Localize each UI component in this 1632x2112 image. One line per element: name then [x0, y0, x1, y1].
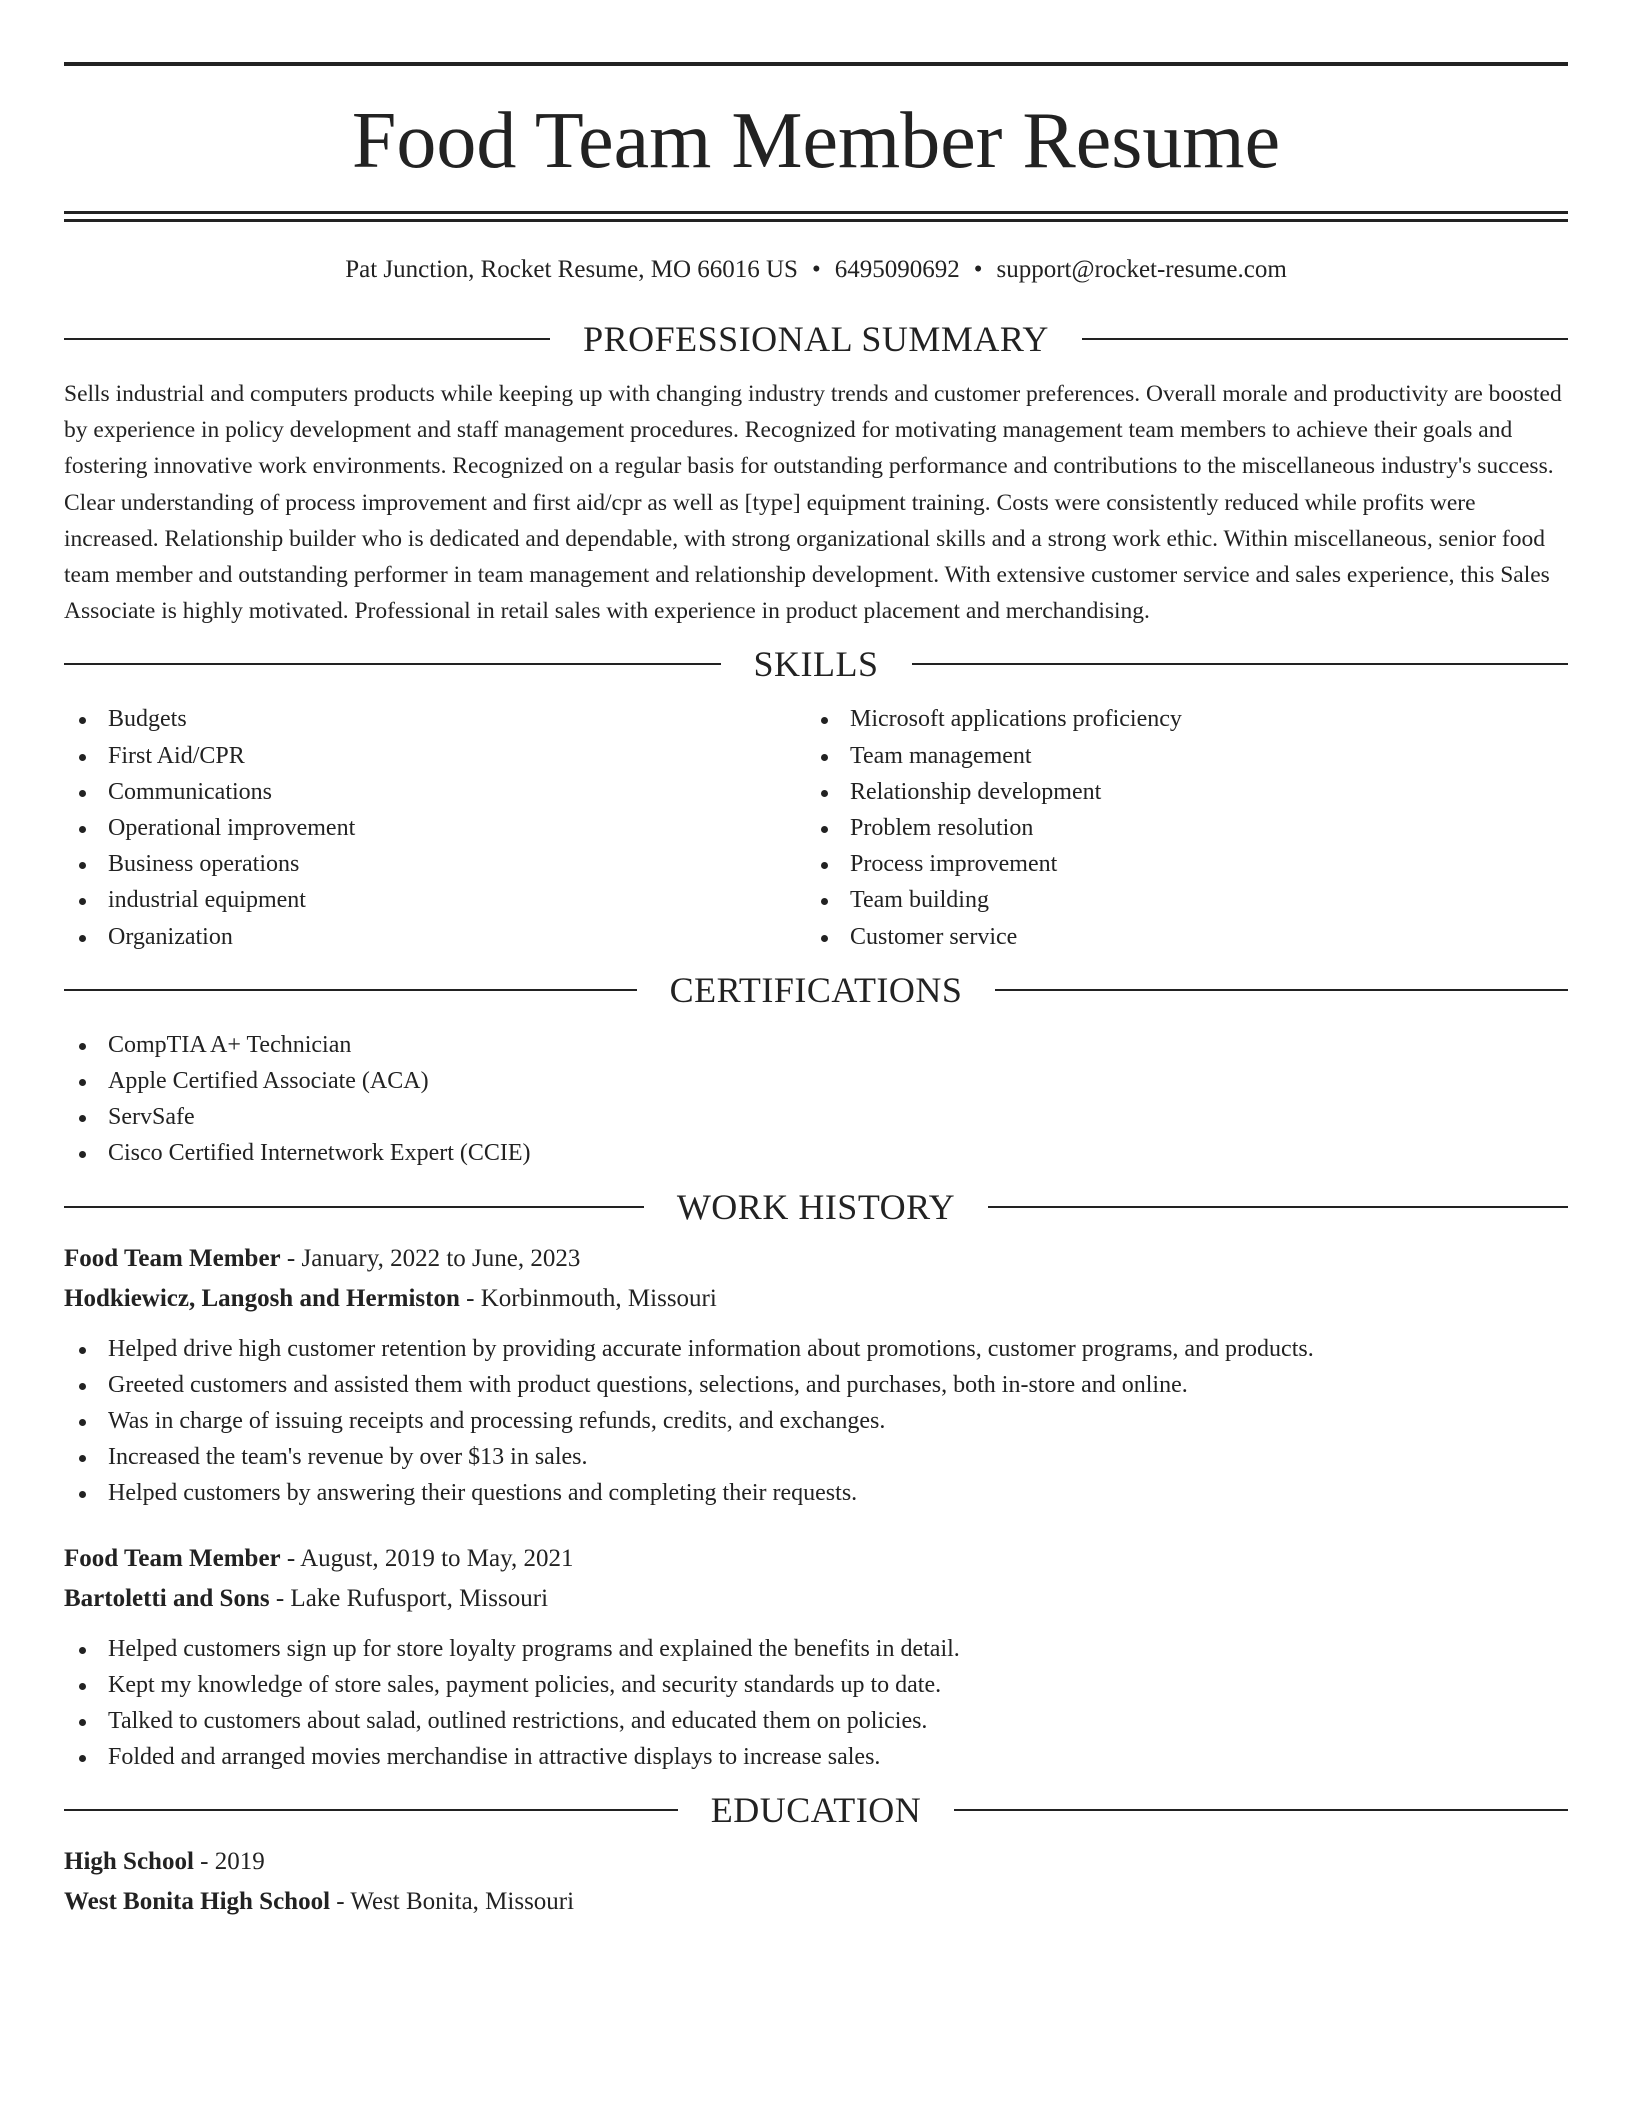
job-duty-item: Kept my knowledge of store sales, payment policies, and security standards up to date. — [64, 1667, 1568, 1703]
divider-line — [912, 663, 1569, 665]
contact-phone: 6495090692 — [834, 256, 960, 283]
school-line — [64, 1882, 1568, 1922]
job-duty-item: Helped customers sign up for store loyalty programs and explained the benefits in detail. — [64, 1631, 1568, 1667]
summary-paragraph: Sells industrial and computers products while keeping up with changing industry trends and customer preferences. Overall morale and productivity are boosted by experience in policy development and staff management procedures. Recognized for motivating management team members to achieve their goals and fostering innovative work environments. Recognized on a regular basis for outstanding performance and contributions to the miscellaneous industry's success. Clear understanding of process improvement and first aid/cpr as well as [type] equipment training. Costs were consistently reduced while profits were increased. Relationship builder who is dedicated and dependable, with strong organizational skills and a strong work ethic. Within miscellaneous, senior food team member and outstanding performer in team management and relationship development. With extensive customer service and sales experience, this Sales Associate is highly motivated. Professional in retail sales with experience in product placement and merchandising. — [64, 381, 1562, 625]
graduation-year: - 2019 — [193, 1848, 265, 1876]
job-dates: - August, 2019 to May, 2021 — [280, 1544, 574, 1572]
title-double-rule — [64, 211, 1568, 222]
job-duty-item: Was in charge of issuing receipts and processing refunds, credits, and exchanges. — [64, 1403, 1568, 1439]
skill-item: Organization — [64, 919, 806, 955]
section-header-work-history — [64, 1185, 1568, 1229]
section-header-summary — [64, 317, 1568, 361]
company-name: Bartoletti and Sons — [64, 1584, 270, 1612]
job-duties-list — [64, 1331, 1568, 1512]
divider-line — [988, 1206, 1568, 1208]
job-entry — [64, 1239, 1568, 1512]
contact-separator: • — [973, 256, 983, 283]
skill-item: Team management — [806, 738, 1548, 774]
job-title: Food Team Member — [64, 1544, 281, 1572]
job-entry — [64, 1539, 1568, 1776]
skill-item: Microsoft applications proficiency — [806, 701, 1548, 737]
degree-line — [64, 1842, 1568, 1882]
certification-item: Cisco Certified Internetwork Expert (CCIE) — [64, 1135, 1568, 1171]
skill-item: Business operations — [64, 846, 806, 882]
skill-item: First Aid/CPR — [64, 738, 806, 774]
contact-line — [64, 255, 1568, 285]
section-title: PROFESSIONAL SUMMARY — [583, 319, 1049, 359]
resume-title: Food Team Member Resume — [351, 97, 1281, 185]
job-title-line — [64, 1539, 1568, 1579]
job-company-line — [64, 1579, 1568, 1619]
job-duty-item: Folded and arranged movies merchandise in attractive displays to increase sales. — [64, 1739, 1568, 1775]
job-duty-item: Helped drive high customer retention by providing accurate information about promotions, customer programs, and products. — [64, 1331, 1568, 1367]
certification-item: ServSafe — [64, 1099, 1568, 1135]
section-header-skills — [64, 642, 1568, 686]
skill-item: Budgets — [64, 701, 806, 737]
certifications-list — [64, 1027, 1568, 1172]
divider-line — [64, 338, 550, 340]
company-location: - Lake Rufusport, Missouri — [269, 1584, 549, 1612]
school-location: - West Bonita, Missouri — [330, 1888, 575, 1916]
skill-item: Customer service — [806, 919, 1548, 955]
section-title: EDUCATION — [710, 1790, 922, 1831]
skills-column-right — [806, 701, 1548, 954]
job-duties-list — [64, 1631, 1568, 1776]
skill-item: Problem resolution — [806, 810, 1548, 846]
section-header-certifications — [64, 968, 1568, 1012]
certification-item: Apple Certified Associate (ACA) — [64, 1063, 1568, 1099]
skills-column-left — [64, 701, 806, 954]
contact-address: Pat Junction, Rocket Resume, MO 66016 US — [345, 256, 798, 283]
section-header-education — [64, 1788, 1568, 1832]
skill-item: Relationship development — [806, 774, 1548, 810]
contact-email[interactable]: support@rocket-resume.com — [996, 256, 1287, 283]
certification-item: CompTIA A+ Technician — [64, 1027, 1568, 1063]
degree: High School — [64, 1848, 194, 1876]
top-rule — [64, 62, 1568, 66]
skill-item: Communications — [64, 774, 806, 810]
divider-line — [995, 989, 1568, 991]
job-duty-item: Talked to customers about salad, outlined restrictions, and educated them on policies. — [64, 1703, 1568, 1739]
school-name: West Bonita High School — [64, 1888, 331, 1916]
divider-line — [64, 663, 721, 665]
skill-item: industrial equipment — [64, 882, 806, 918]
company-location: - Korbinmouth, Missouri — [459, 1284, 717, 1312]
skill-item: Process improvement — [806, 846, 1548, 882]
contact-separator: • — [811, 256, 821, 283]
section-title: WORK HISTORY — [676, 1186, 956, 1227]
divider-line — [64, 989, 637, 991]
skill-item: Team building — [806, 882, 1548, 918]
skill-item: Operational improvement — [64, 810, 806, 846]
divider-line — [64, 1809, 678, 1811]
job-duty-item: Helped customers by answering their questions and completing their requests. — [64, 1475, 1568, 1511]
resume-page — [64, 62, 1568, 1922]
job-title-line — [64, 1239, 1568, 1279]
education-entry — [64, 1842, 1568, 1922]
job-dates: - January, 2022 to June, 2023 — [280, 1244, 581, 1272]
section-title: CERTIFICATIONS — [669, 969, 963, 1010]
section-title: SKILLS — [753, 644, 879, 685]
divider-line — [64, 1206, 644, 1208]
divider-line — [1082, 338, 1568, 340]
divider-line — [954, 1809, 1568, 1811]
job-duty-item: Greeted customers and assisted them with product questions, selections, and purchases, both in-store and online. — [64, 1367, 1568, 1403]
company-name: Hodkiewicz, Langosh and Hermiston — [64, 1284, 460, 1312]
skills-list — [64, 701, 1568, 954]
job-title: Food Team Member — [64, 1244, 281, 1272]
job-duty-item: Increased the team's revenue by over $13 in sales. — [64, 1439, 1568, 1475]
job-company-line — [64, 1279, 1568, 1319]
